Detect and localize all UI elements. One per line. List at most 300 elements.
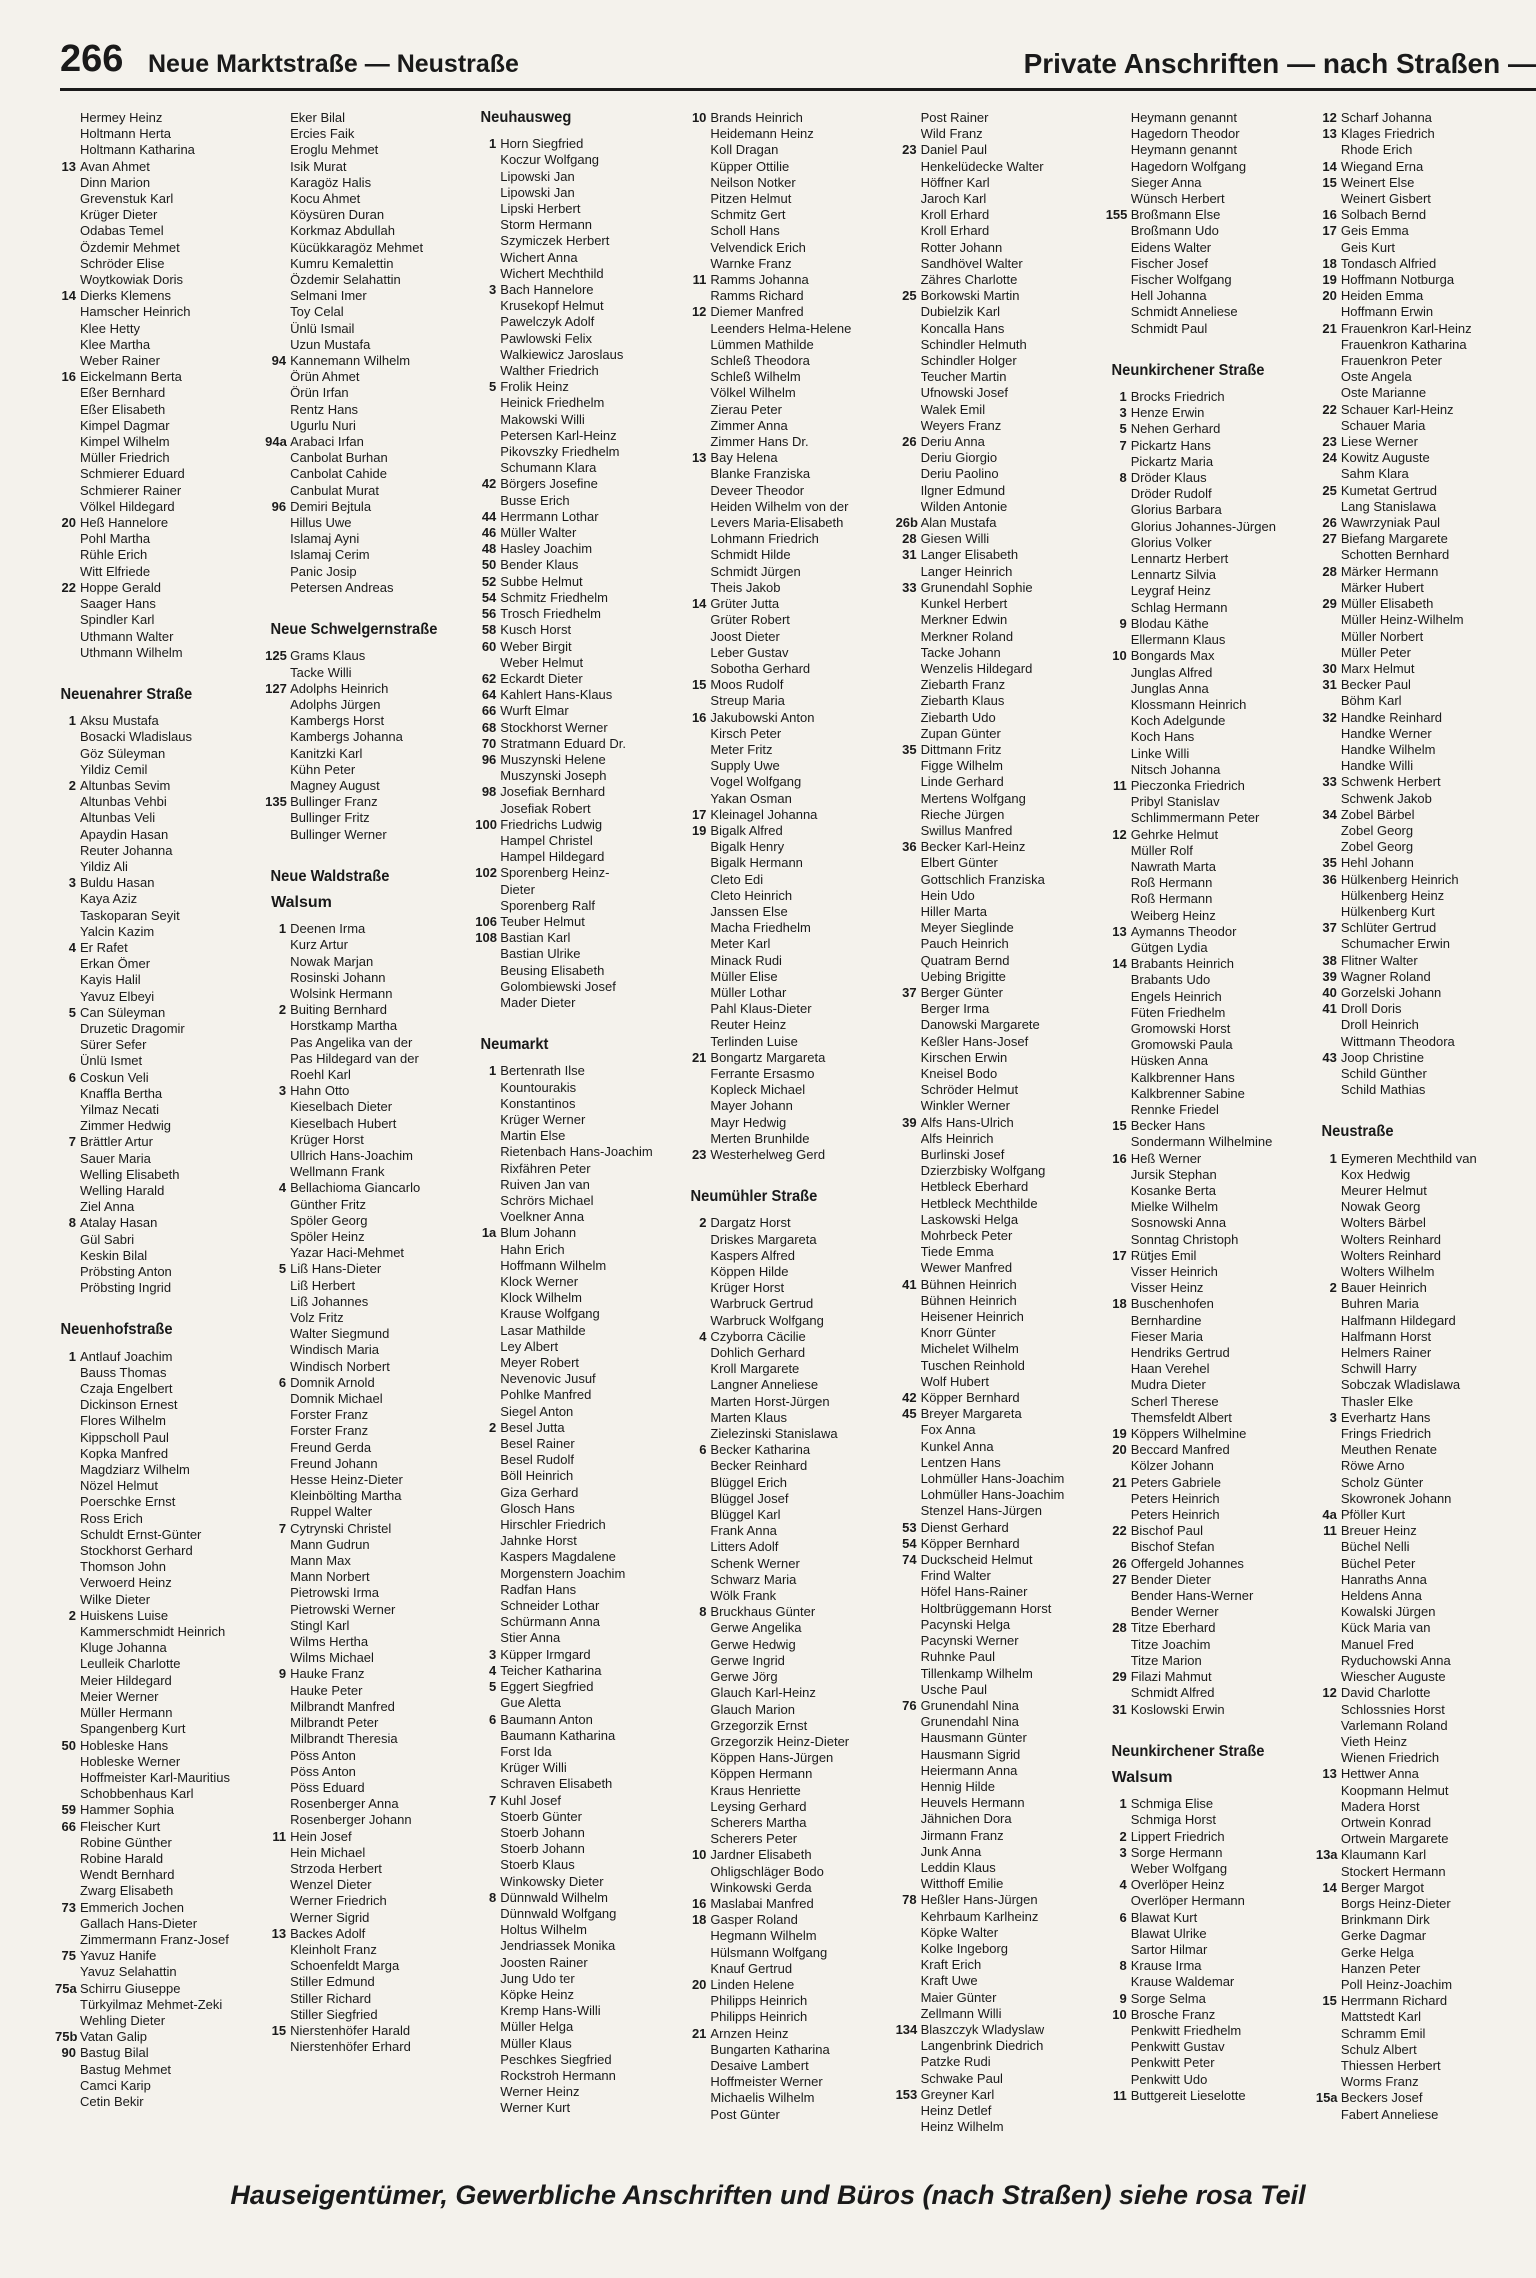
house-number [55,450,80,466]
resident-name: Klossmann Heinrich [1130,696,1247,712]
directory-entry [896,693,1100,709]
house-number: 29 [1322,596,1337,612]
house-number [1106,191,1131,207]
resident-name: Sporenberg Heinz- [500,865,610,881]
resident-name: Werner Heinz [500,2084,580,2100]
directory-entry [55,1215,259,1231]
resident-name: Patzke Rudi [920,2054,991,2070]
directory-entry [475,833,679,849]
resident-name: Roehl Karl [290,1066,351,1082]
house-number [896,1374,921,1390]
resident-name: Wolsink Hermann [290,985,393,1001]
house-number [55,1592,80,1608]
directory-entry [685,1637,889,1653]
resident-name: Kirsch Peter [710,725,782,741]
directory-entry [896,1698,1100,1714]
house-number [685,872,710,888]
directory-entry [475,185,679,201]
house-number [896,629,921,645]
directory-entry [685,369,889,385]
resident-name: Volz Fritz [290,1310,344,1326]
house-number: 42 [481,476,497,492]
directory-entry [55,1900,259,1916]
resident-name: Stoerb Johann [500,1824,585,1840]
resident-name: Hagedorn Wolfgang [1130,158,1247,174]
directory-entry [1106,1086,1310,1102]
resident-name: Alfs Hans-Ulrich [920,1114,1014,1130]
directory-entry [265,1958,469,1974]
house-number: 5 [278,1261,287,1277]
resident-name: Usche Paul [920,1681,988,1697]
house-number [1106,762,1131,778]
house-number [55,891,80,907]
resident-name: Klages Friedrich [1340,126,1435,142]
resident-name: Overlöper Heinz [1130,1877,1225,1893]
directory-entry [1316,2058,1520,2074]
house-number [475,2100,500,2116]
directory-entry [475,914,679,930]
house-number [475,1355,500,1371]
house-number [475,1177,500,1193]
resident-name: Köppen Hans-Jürgen [710,1750,834,1766]
directory-entry [475,1793,679,1809]
directory-entry [685,758,889,774]
resident-name: Kox Hedwig [1340,1166,1411,1182]
directory-entry [475,201,679,217]
house-number: 43 [1322,1049,1337,1065]
directory-entry [265,1748,469,1764]
directory-entry [55,1021,259,1037]
resident-name: Roß Hermann [1130,875,1213,891]
directory-entry [685,1572,889,1588]
directory-entry [896,175,1100,191]
house-number [896,1358,921,1374]
house-number [1106,142,1131,158]
directory-entry [1316,2074,1520,2090]
resident-name: Handke Reinhard [1340,709,1443,725]
resident-name: Yildiz Ali [80,858,128,874]
directory-entry [1106,1005,1310,1021]
directory-entry [265,921,469,937]
resident-name: Kammerschmidt Heinrich [80,1624,226,1640]
directory-entry [265,1650,469,1666]
resident-name: Zwarg Elisabeth [80,1883,174,1899]
resident-name: Odabas Temel [80,223,164,239]
directory-entry [1316,791,1520,807]
resident-name: Rotter Johann [920,239,1003,255]
house-number [1316,1620,1341,1636]
directory-entry [1106,1037,1310,1053]
resident-name: Müller Elise [710,968,778,984]
house-number [896,1617,921,1633]
resident-name: Eymeren Mechthild van [1340,1150,1477,1166]
house-number: 10 [1112,648,1127,664]
directory-entry [475,152,679,168]
resident-name: Bastian Karl [500,930,571,946]
house-number: 135 [265,794,287,810]
directory-entry [896,612,1100,628]
house-number [896,791,921,807]
resident-name: Schumann Klara [500,460,597,476]
resident-name: Lentzen Hans [920,1454,1001,1470]
directory-entry [1106,1021,1310,1037]
resident-name: Karagöz Halis [290,174,372,190]
resident-name: Beusing Elisabeth [500,962,605,978]
directory-entry [1316,953,1520,969]
house-number [55,843,80,859]
directory-entry [896,1082,1100,1098]
directory-entry [685,402,889,418]
resident-name: Beckers Josef [1340,2090,1423,2106]
house-number [1106,1637,1131,1653]
house-number [265,1974,290,1990]
house-number [896,1860,921,1876]
directory-entry [55,1575,259,1591]
resident-name: Janssen Else [710,903,788,919]
directory-entry [685,1847,889,1863]
house-number [55,1883,80,1899]
directory-entry [55,1086,259,1102]
house-number [1106,1167,1131,1183]
resident-name: Makowski Willi [500,411,585,427]
directory-entry [685,1001,889,1017]
house-number [265,564,290,580]
resident-name: Klock Wilhelm [500,1290,582,1306]
directory-entry [685,1313,889,1329]
house-number: 12 [1322,1685,1337,1701]
resident-name: Ley Albert [500,1338,559,1354]
resident-name: Halfmann Horst [1340,1328,1432,1344]
resident-name: Frauenkron Peter [1340,353,1443,369]
resident-name: Kimpel Dagmar [80,417,170,433]
house-number [265,418,290,434]
directory-entry [896,645,1100,661]
house-number [265,337,290,353]
house-number [896,110,921,126]
directory-entry [896,1179,1100,1195]
resident-name: Völkel Hildegard [80,498,175,514]
house-number: 27 [1112,1571,1127,1587]
resident-name: Poerschke Ernst [80,1494,176,1510]
resident-name: Pietrowski Irma [290,1585,379,1601]
directory-entry [685,1410,889,1426]
resident-name: Ortwein Konrad [1340,1814,1432,1830]
house-number: 11 [1112,777,1127,793]
resident-name: Kusch Horst [500,622,572,638]
house-number [55,827,80,843]
house-number [55,989,80,1005]
resident-name: Heiermann Anna [920,1762,1018,1778]
resident-name: Bühnen Heinrich [920,1276,1017,1292]
directory-entry [896,434,1100,450]
directory-entry [1316,223,1520,239]
house-number [896,304,921,320]
directory-entry [1106,1070,1310,1086]
house-number [55,729,80,745]
house-number [265,1035,290,1051]
directory-entry [265,353,469,369]
directory-entry [896,1455,1100,1471]
resident-name: Maier Günter [920,1989,997,2005]
resident-name: Liß Hans-Dieter [290,1261,382,1277]
directory-entry [685,1669,889,1685]
resident-name: Wendt Bernhard [80,1867,175,1883]
house-number: 5 [68,1004,76,1020]
resident-name: Zobel Georg [1340,822,1414,838]
directory-entry [1316,337,1520,353]
directory-entry [1316,580,1520,596]
house-number [265,1812,290,1828]
house-number: 10 [691,1847,707,1863]
resident-name: Jahnke Horst [500,1533,577,1549]
resident-name: Overlöper Hermann [1130,1893,1245,1909]
directory-entry [55,1543,259,1559]
house-number [1316,936,1341,952]
directory-entry [896,191,1100,207]
directory-entry [1106,551,1310,567]
house-number [685,791,710,807]
directory-entry [1316,1034,1520,1050]
resident-name: Nevenovic Jusuf [500,1371,596,1387]
resident-name: Kraft Uwe [920,1973,978,1989]
house-number [55,1964,80,1980]
house-number: 25 [1322,482,1337,498]
directory-entry [685,2090,889,2106]
house-number [475,1306,500,1322]
directory-entry [265,1423,469,1439]
directory-entry [1106,2039,1310,2055]
directory-entry [685,1539,889,1555]
resident-name: Berger Günter [920,984,1003,1000]
directory-entry [55,1819,259,1835]
directory-entry [685,1442,889,1458]
directory-entry [1316,1475,1520,1491]
resident-name: Mohrbeck Peter [920,1228,1013,1244]
directory-entry [685,564,889,580]
resident-name: Leulleik Charlotte [80,1656,181,1672]
resident-name: Dierks Klemens [80,288,172,304]
house-number [475,1922,500,1938]
directory-entry [55,2094,259,2110]
directory-entry [1316,758,1520,774]
directory-entry [55,2029,259,2045]
resident-name: Klaumann Karl [1340,1847,1427,1863]
directory-entry [1106,1845,1310,1861]
house-number [685,839,710,855]
directory-entry [55,369,259,385]
directory-entry [1316,1977,1520,1993]
house-number [685,1718,710,1734]
directory-entry [896,1098,1100,1114]
resident-name: Leddin Klaus [920,1859,996,1875]
resident-name: Meier Werner [80,1688,159,1704]
directory-entry [55,1997,259,2013]
directory-entry [475,1647,679,1663]
directory-column [896,110,1100,2160]
house-number [265,1197,290,1213]
house-number [685,1685,710,1701]
directory-entry [265,1893,469,1909]
house-number [685,142,710,158]
directory-entry [1316,1442,1520,1458]
resident-name: Avan Ahmet [80,158,150,174]
resident-name: Brabants Udo [1130,972,1211,988]
resident-name: Islamaj Cerim [290,547,370,563]
directory-column [265,110,469,2160]
directory-entry [896,353,1100,369]
house-number: 134 [895,2021,918,2037]
house-number [475,314,500,330]
resident-name: Yavuz Hanife [80,1948,157,1964]
directory-entry [1316,985,1520,1001]
house-number: 64 [481,687,497,703]
resident-name: Göz Süleyman [80,745,166,761]
house-number [896,240,921,256]
house-number [685,434,710,450]
house-number [1106,1507,1131,1523]
resident-name: Heymann genannt [1130,110,1237,125]
house-number [1106,810,1131,826]
resident-name: Rütjes Emil [1130,1247,1197,1263]
house-number [896,1941,921,1957]
house-number [475,768,500,784]
house-number: 70 [481,735,497,751]
house-number [55,564,80,580]
directory-entry [896,1568,1100,1584]
house-number [685,612,710,628]
house-number [55,1721,80,1737]
house-number [475,1598,500,1614]
house-number: 100 [475,816,497,832]
house-number [475,250,500,266]
resident-name: Broßmann Udo [1130,223,1219,239]
directory-entry [1106,891,1310,907]
house-number [1106,1410,1131,1426]
resident-name: Klee Martha [80,336,151,352]
house-number [475,185,500,201]
house-number [265,778,290,794]
house-number [685,321,710,337]
resident-name: Wellmann Frank [290,1164,385,1180]
directory-entry [55,1835,259,1851]
resident-name: Bastug Bilal [80,2045,149,2061]
directory-entry [475,1144,679,1160]
resident-name: Jung Udo ter [500,1970,575,1986]
resident-name: Sobczak Wladislawa [1340,1377,1461,1393]
resident-name: Konstantinos [500,1095,576,1111]
resident-name: Hampel Christel [500,832,593,848]
street-heading: Neue Schwelgernstraße [270,621,438,639]
resident-name: Philipps Heinrich [710,2009,808,2025]
resident-name: Welling Harald [80,1183,165,1198]
directory-entry [685,1896,889,1912]
directory-entry [475,1582,679,1598]
house-number [896,256,921,272]
resident-name: Bongartz Margareta [710,1049,826,1065]
house-number [1316,385,1341,401]
directory-entry [265,1910,469,1926]
house-number: 22 [61,579,76,595]
directory-entry [896,758,1100,774]
resident-name: Thomson John [80,1559,166,1575]
directory-entry [685,742,889,758]
directory-entry [475,655,679,671]
directory-entry [1316,807,1520,823]
directory-entry [896,1584,1100,1600]
resident-name: Giesen Willi [920,531,990,547]
directory-entry [896,1390,1100,1406]
resident-name: Kraft Erich [920,1957,982,1973]
house-number [265,1942,290,1958]
house-number [685,191,710,207]
directory-entry [1316,385,1520,401]
house-number [55,1543,80,1559]
directory-entry [1316,1961,1520,1977]
resident-name: Schröder Elise [80,255,165,271]
directory-entry [475,639,679,655]
directory-entry [265,1391,469,1407]
directory-entry [896,2087,1100,2103]
house-number [475,2068,500,2084]
directory-entry [55,1527,259,1543]
house-number [265,531,290,547]
resident-name: Leber Gustav [710,644,789,660]
house-number [1316,1034,1341,1050]
house-number [896,1455,921,1471]
directory-entry [55,972,259,988]
resident-name: Woytkowiak Doris [80,272,184,288]
house-number [685,1361,710,1377]
resident-name: Walkiewicz Jaroslaus [500,346,624,362]
directory-entry [475,1452,679,1468]
resident-name: Huiskens Luise [80,1607,169,1623]
resident-name: Dröder Rudolf [1130,486,1212,502]
house-number: 5 [489,379,497,395]
house-number: 13 [691,450,707,466]
directory-entry [685,1232,889,1248]
directory-entry [475,784,679,800]
directory-entry [1106,1345,1310,1361]
house-number [265,1456,290,1472]
directory-entry [1106,126,1310,142]
directory-entry [896,321,1100,337]
house-number [475,1144,500,1160]
resident-name: Sartor Hilmar [1130,1941,1208,1957]
resident-name: Gerwe Angelika [710,1620,802,1636]
resident-name: Märker Hermann [1340,563,1439,579]
house-number [265,1407,290,1423]
house-number [1316,1977,1341,1993]
street-heading: Neue Waldstraße [270,867,390,885]
resident-name: Everhartz Hans [1340,1409,1431,1425]
resident-name: Meier Hildegard [80,1672,172,1688]
resident-name: Driskes Margareta [710,1231,817,1247]
directory-entry [475,169,679,185]
house-number [896,1034,921,1050]
resident-name: Junglas Anna [1130,680,1209,696]
resident-name: Hauke Franz [290,1666,365,1682]
house-number: 1 [1119,389,1127,405]
directory-entry [1106,1620,1310,1636]
resident-name: Küpper Ottilie [710,158,790,174]
resident-name: Scholz Günter [1340,1474,1424,1490]
directory-entry [1316,1799,1520,1815]
house-number [896,499,921,515]
house-number [265,1018,290,1034]
resident-name: Füten Friedhelm [1130,1004,1226,1020]
directory-entry [55,1134,259,1150]
directory-entry [1316,1394,1520,1410]
